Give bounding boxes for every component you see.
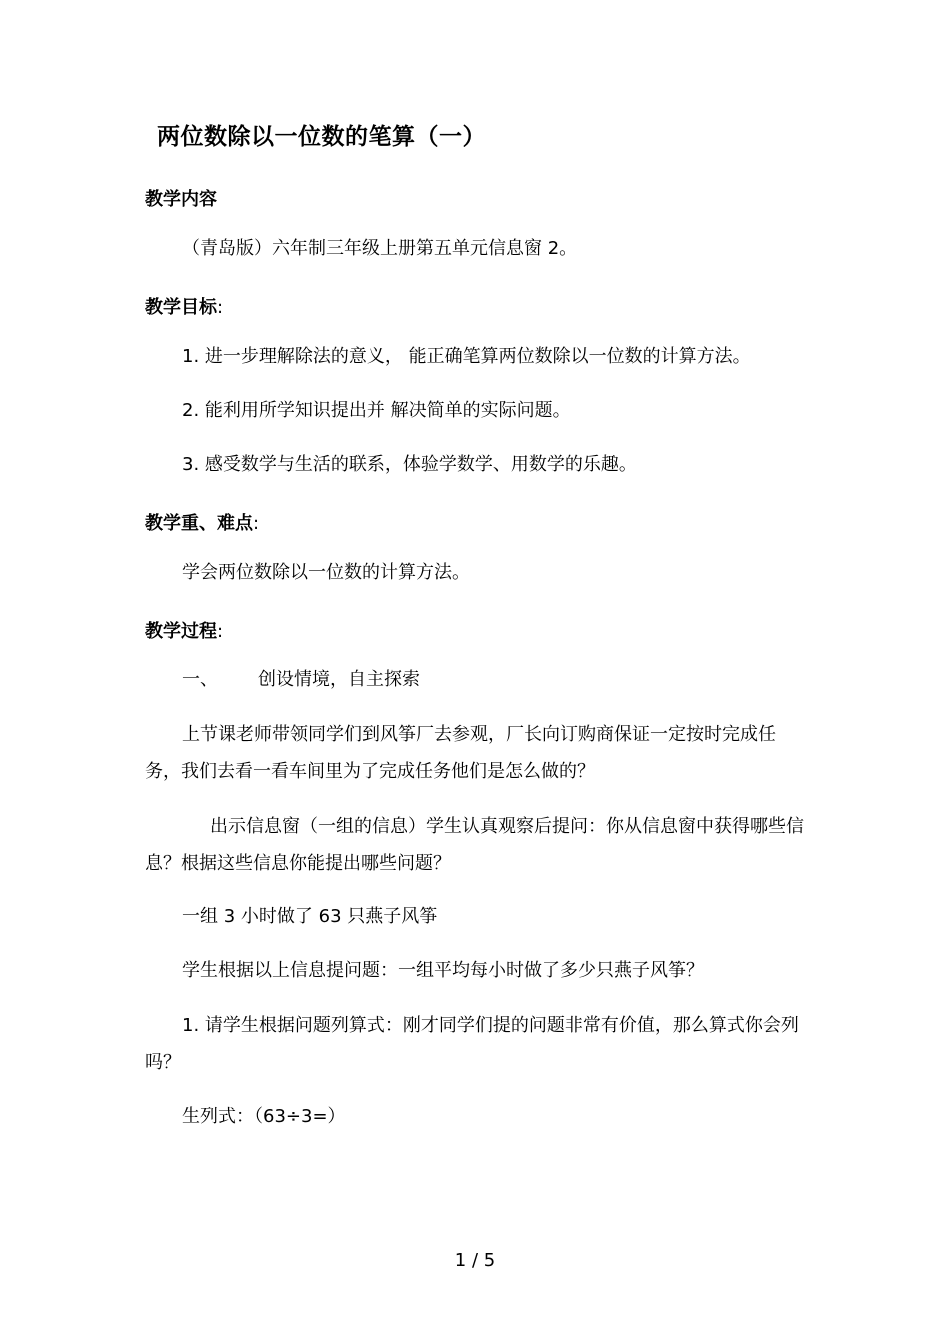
goals-heading-text: 教学目标 <box>145 297 217 318</box>
goal-item-1: 1. 进一步理解除法的意义， 能正确笔算两位数除以一位数的计算方法。 <box>182 346 751 367</box>
process-heading-text: 教学过程 <box>145 621 217 642</box>
info-line: 一组 3 小时做了 63 只燕子风筝 <box>182 906 438 927</box>
process-heading <box>145 617 223 643</box>
content-text: （青岛版）六年制三年级上册第五单元信息窗 2。 <box>182 238 578 259</box>
content-heading-text: 教学内容 <box>145 189 217 210</box>
para-intro: 上节课老师带领同学们到风筝厂去参观，厂长向订购商保证一定按时完成任务，我们去看一看车间里为了完成任务他们是怎么做的？ <box>145 724 776 782</box>
process-heading-colon: : <box>217 621 224 642</box>
student-formula: 生列式：（63÷3=） <box>182 1106 346 1127</box>
para-window: 出示信息窗（一组的信息）学生认真观察后提问：你从信息窗中获得哪些信息？根据这些信息你能提出哪些问题？ <box>145 816 804 874</box>
question-line: 学生根据以上信息提问题：一组平均每小时做了多少只燕子风筝？ <box>182 960 704 981</box>
key-heading-text: 教学重、难点 <box>145 513 253 534</box>
content-heading <box>145 185 217 211</box>
page-number: 1 / 5 <box>454 1250 496 1271</box>
section-one-number: 一、 <box>182 669 218 690</box>
goals-heading-colon: : <box>217 297 224 318</box>
key-heading-colon: : <box>253 513 260 534</box>
page-title: 两位数除以一位数的笔算（一） <box>157 124 486 150</box>
goal-item-2: 2. 能利用所学知识提出并 解决简单的实际问题。 <box>182 400 571 421</box>
goals-heading <box>145 293 223 319</box>
goal-item-3: 3. 感受数学与生活的联系，体验学数学、用数学的乐趣。 <box>182 454 637 475</box>
para-formula: 1. 请学生根据问题列算式：刚才同学们提的问题非常有价值，那么算式你会列吗？ <box>145 1015 799 1073</box>
key-text: 学会两位数除以一位数的计算方法。 <box>182 562 470 583</box>
section-one-title: 创设情境，自主探索 <box>258 669 420 690</box>
key-heading <box>145 509 259 535</box>
